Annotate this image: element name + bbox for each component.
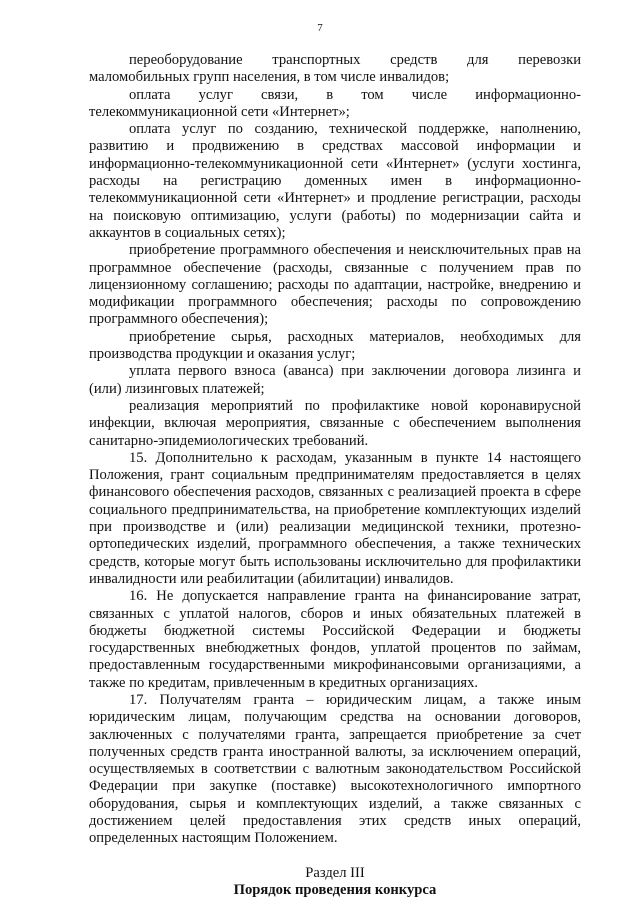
paragraph-transport-reequipment: переоборудование транспортных средств для перевозки маломобильных групп населения, в том числе инвалидов;	[89, 52, 581, 86]
document-body	[89, 52, 581, 899]
section-heading	[89, 865, 581, 900]
section-label: Раздел III	[305, 864, 365, 881]
paragraph-internet-promotion: оплата услуг по созданию, технической поддержке, наполнению, развитию и продвижению в средствах массовой информации и информационно-телекоммуникационной сети «Интернет» (услуги хостинга, расходы на регистрацию доменных имен в информационно-телекоммуникационной сети «Интернет» и продление регистрации, расходы на поисковую оптимизацию, услуги (работы) по модернизации сайта и аккаунтов в социальных сетях);	[89, 121, 581, 241]
paragraph-clause-15: 15. Дополнительно к расходам, указанным в пункте 14 настоящего Положения, грант социальным предпринимателям предоставляется в целях финансового обеспечения расходов, связанных с реализацией проекта в сфере социального предпринимательства, на приобретение комплектующих изделий при производстве и (или) реализации медицинской техники, протезно-ортопедических изделий, программного обеспечения, а также технических средств, которые могут быть использованы исключительно для профилактики инвалидности или реабилитации (абилитации) инвалидов.	[89, 449, 581, 587]
paragraph-software-purchase: приобретение программного обеспечения и неисключительных прав на программное обеспечение (расходы, связанные с получением прав по лицензионному соглашению; расходы по адаптации, настройке, внедрению и модификации программного обеспечения; расходы по сопровождению программного обеспечения);	[89, 242, 581, 328]
paragraph-leasing: уплата первого взноса (аванса) при заключении договора лизинга и (или) лизинговых платежей;	[89, 363, 581, 397]
paragraph-clause-17: 17. Получателям гранта – юридическим лицам, а также иным юридическим лицам, получающим средства на основании договоров, заключенных с получателями гранта, запрещается приобретение за счет полученных средств гранта иностранной валюты, за исключением операций, осуществляемых в соответствии с валютным законодательством Российской Федерации при закупке (поставке) высокотехнологичного импортного оборудования, сырья и комплектующих изделий, а также связанных с достижением целей предоставления этих средств иных операций, определенных настоящим Положением.	[89, 691, 581, 847]
paragraph-raw-materials: приобретение сырья, расходных материалов, необходимых для производства продукции и оказания услуг;	[89, 328, 581, 363]
paragraph-coronavirus-prevention: реализация мероприятий по профилактике новой коронавирусной инфекции, включая мероприятия, связанные с обеспечением выполнения санитарно-эпидемиологических требований.	[89, 397, 581, 449]
page-number: 7	[317, 22, 323, 34]
paragraph-communication-services: оплата услуг связи, в том числе информационно-телекоммуникационной сети «Интернет»;	[89, 86, 581, 120]
paragraph-clause-16: 16. Не допускается направление гранта на финансирование затрат, связанных с уплатой налогов, сборов и иных обязательных платежей в бюджеты бюджетной системы Российской Федерации и бюджеты государственных внебюджетных фондов, уплатой процентов по займам, предоставленным государственными микрофинансовыми организациями, а также по кредитам, привлеченным в кредитных организациях.	[89, 588, 581, 691]
section-title: Порядок проведения конкурса	[233, 881, 437, 898]
